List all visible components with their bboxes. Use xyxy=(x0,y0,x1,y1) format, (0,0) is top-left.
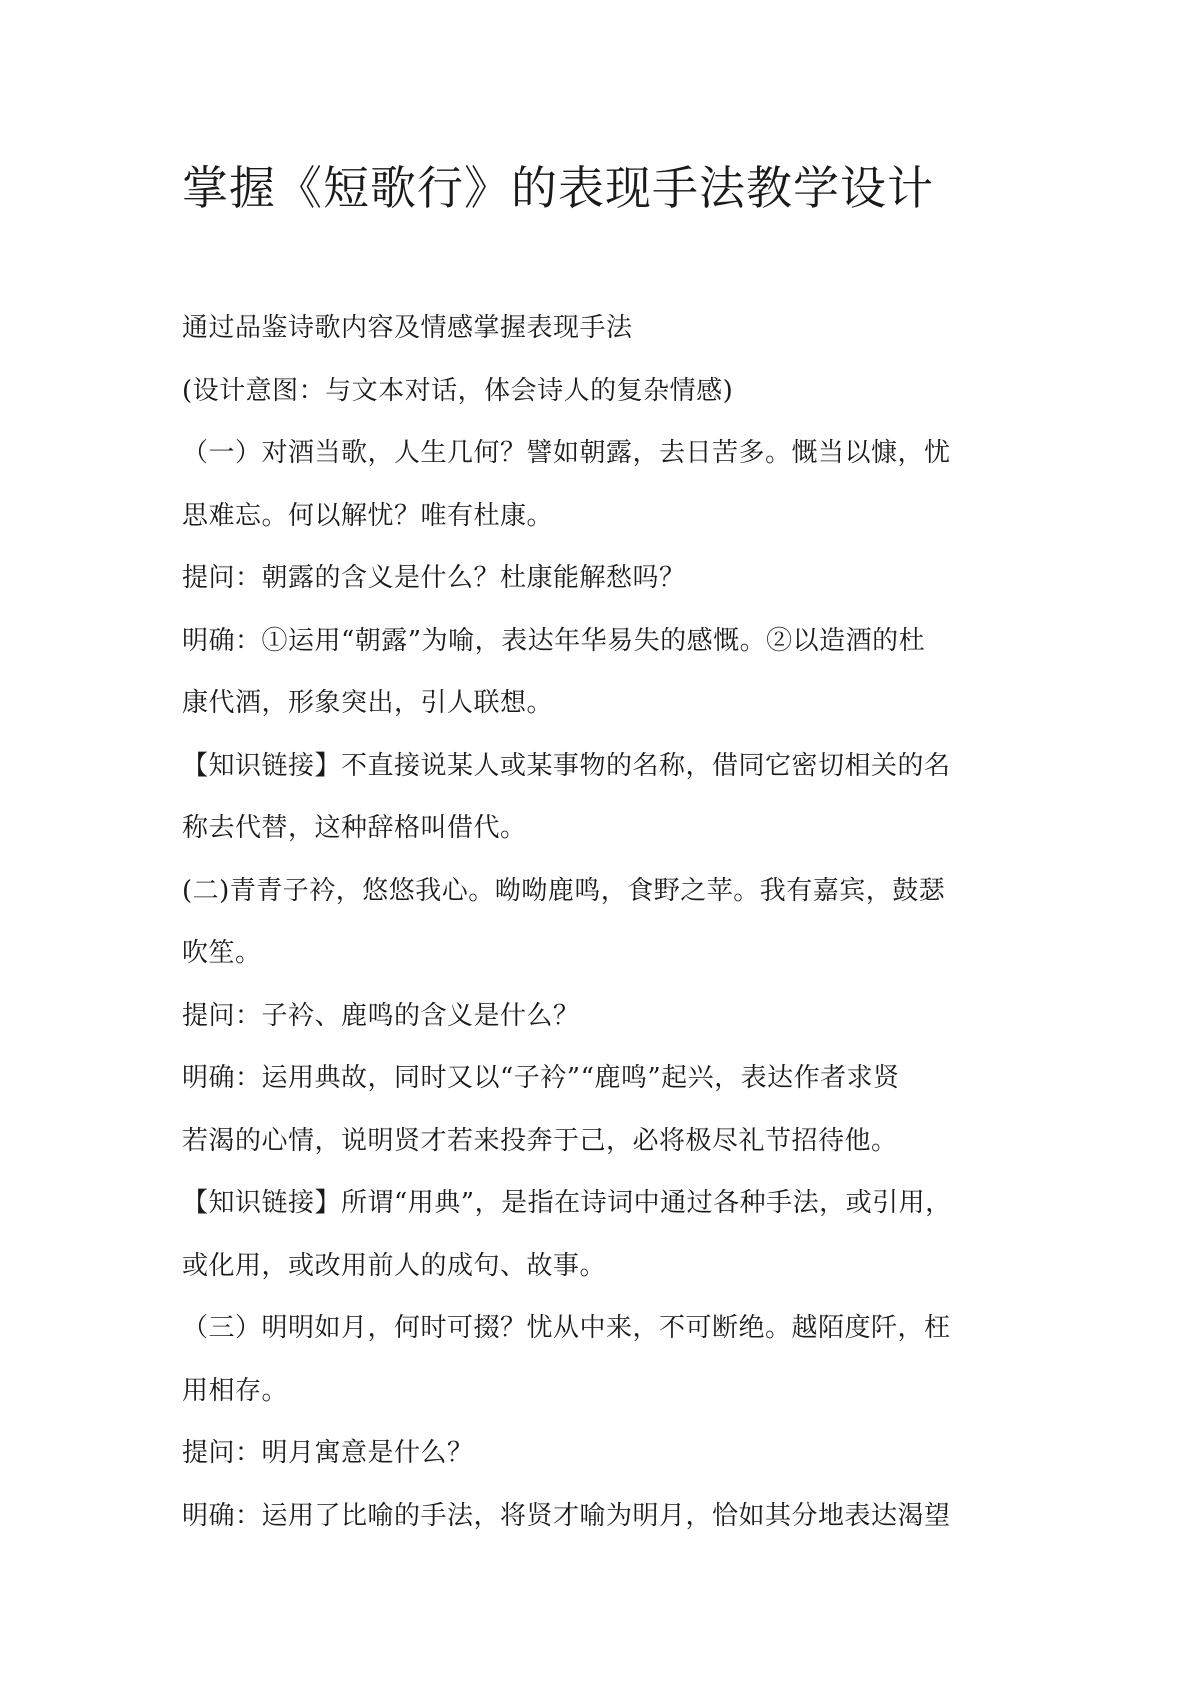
paragraph-line: 明确：运用了比喻的手法，将贤才喻为明月，恰如其分地表达渴望 xyxy=(182,1500,951,1531)
paragraph-line: 【知识链接】所谓“用典”，是指在诗词中通过各种手法，或引用， xyxy=(182,1188,952,1218)
paragraph-line: （三）明明如月，何时可掇？忧从中来，不可断绝。越陌度阡，枉 xyxy=(182,1313,951,1343)
paragraph-line: 明确：运用典故，同时又以“子衿”“鹿鸣”起兴，表达作者求贤 xyxy=(182,1063,900,1093)
paragraph-line: 思难忘。何以解忧？唯有杜康。 xyxy=(182,500,554,531)
paragraph-line: 明确：①运用“朝露”为喻，表达年华易失的感慨。②以造酒的杜 xyxy=(182,625,926,656)
paragraph-line: (设计意图：与文本对话，体会诗人的复杂情感) xyxy=(182,375,734,406)
paragraph-line: 提问：朝露的含义是什么？杜康能解愁吗？ xyxy=(182,563,686,593)
paragraph-line: 吹笙。 xyxy=(182,938,262,968)
paragraph-line: 康代酒，形象突出，引人联想。 xyxy=(182,688,554,718)
document-body xyxy=(182,297,1012,1547)
paragraph-line: 通过品鉴诗歌内容及情感掌握表现手法 xyxy=(182,313,633,343)
document-title: 掌握《短歌行》的表现手法教学设计 xyxy=(182,161,934,215)
paragraph-line: 提问：子衿、鹿鸣的含义是什么？ xyxy=(182,1000,580,1031)
paragraph-line: 【知识链接】不直接说某人或某事物的名称，借同它密切相关的名 xyxy=(182,750,951,781)
paragraph-line: (二)青青子衿，悠悠我心。呦呦鹿鸣，食野之苹。我有嘉宾，鼓瑟 xyxy=(182,875,946,906)
paragraph-line: 称去代替，这种辞格叫借代。 xyxy=(182,813,527,843)
paragraph-line: （一）对酒当歌，人生几何？譬如朝露，去日苦多。慨当以慷，忧 xyxy=(182,438,951,468)
paragraph-line: 提问：明月寓意是什么？ xyxy=(182,1438,474,1468)
paragraph-line: 若渴的心情，说明贤才若来投奔于己，必将极尽礼节招待他。 xyxy=(182,1125,898,1156)
paragraph-line: 或化用，或改用前人的成句、故事。 xyxy=(182,1250,607,1281)
paragraph-line: 用相存。 xyxy=(182,1375,289,1406)
